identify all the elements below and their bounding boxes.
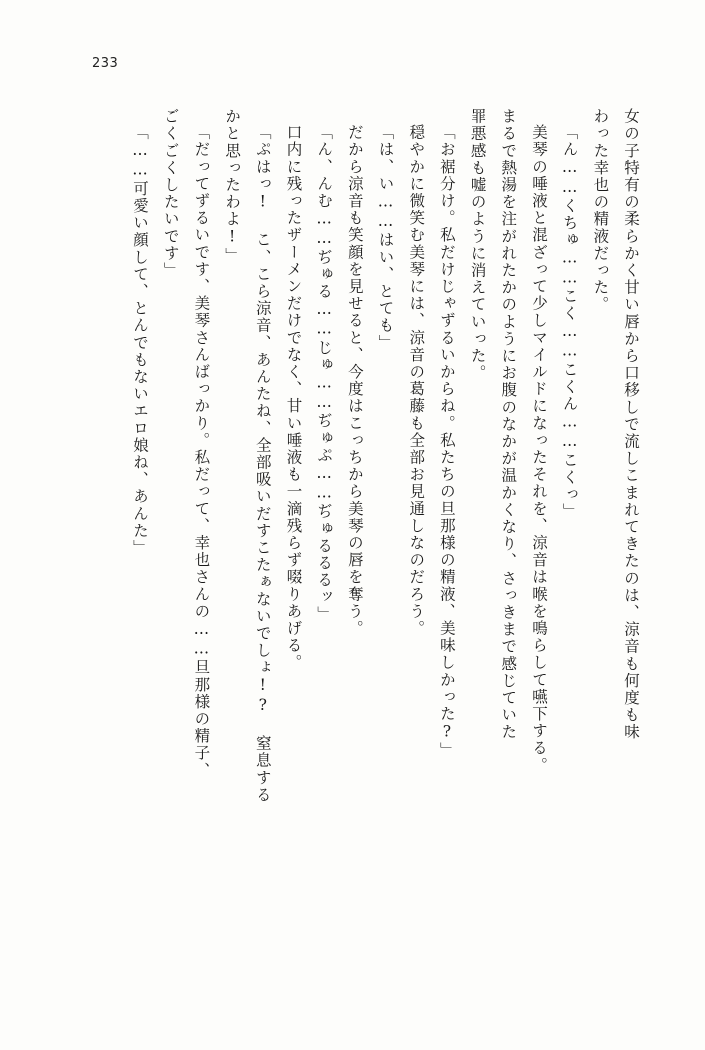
text-line: 「ん、んむ……ぢゅる……じゅ……ぢゅぷ……ぢゅるるるッ」 xyxy=(315,124,334,623)
text-line: 「お裾分け。私だけじゃずるいからね。私たちの旦那様の精液、美味しかった?」 xyxy=(437,124,456,760)
text-line: わった幸也の精液だった。 xyxy=(591,108,610,314)
text-line: 罪悪感も嘘のように消えていった。 xyxy=(468,108,487,382)
text-line: 美琴の唾液と混ざって少しマイルドになったそれを、涼音は喉を鳴らして嚥下する。 xyxy=(529,124,548,774)
text-line: 女の子特有の柔らかく甘い唇から口移しで流しこまれてきたのは、涼音も何度も味 xyxy=(622,108,640,741)
text-line: 「だってずるいです、美琴さんばっかり。私だって、幸也さんの……旦那様の精子、 xyxy=(192,124,211,779)
text-line: ごくごくしたいです」 xyxy=(161,108,180,279)
page-text-body xyxy=(56,108,646,978)
text-line: 「……可愛い顔して、とんでもないエロ娘ね、あんた」 xyxy=(131,124,149,557)
text-line: 口内に残ったザーメンだけでなく、甘い唾液も一滴残らず啜りあげる。 xyxy=(284,124,303,672)
text-line: 「ん……くちゅ……こく……こくん……こくっ」 xyxy=(560,124,579,521)
text-line: まるで熱湯を注がれたかのようにお腹のなかが温かくなり、さっきまで感じていた xyxy=(499,108,518,741)
text-line: 「は、い……はい、とても」 xyxy=(376,124,395,352)
text-line: だから涼音も笑顔を見せると、今度はこっちから美琴の唇を奪う。 xyxy=(345,124,364,637)
page-number: 233 xyxy=(92,56,119,71)
page-footer-space xyxy=(0,1010,705,1050)
text-line: かと思ったわよ!」 xyxy=(223,108,242,265)
text-line: 穏やかに微笑む美琴には、涼音の葛藤も全部お見通しなのだろう。 xyxy=(407,124,426,637)
text-line: 「ぷはっ! こ、こら涼音、あんたね、全部吸いだすこたぁないでしょ!? 窒息する xyxy=(253,124,272,804)
